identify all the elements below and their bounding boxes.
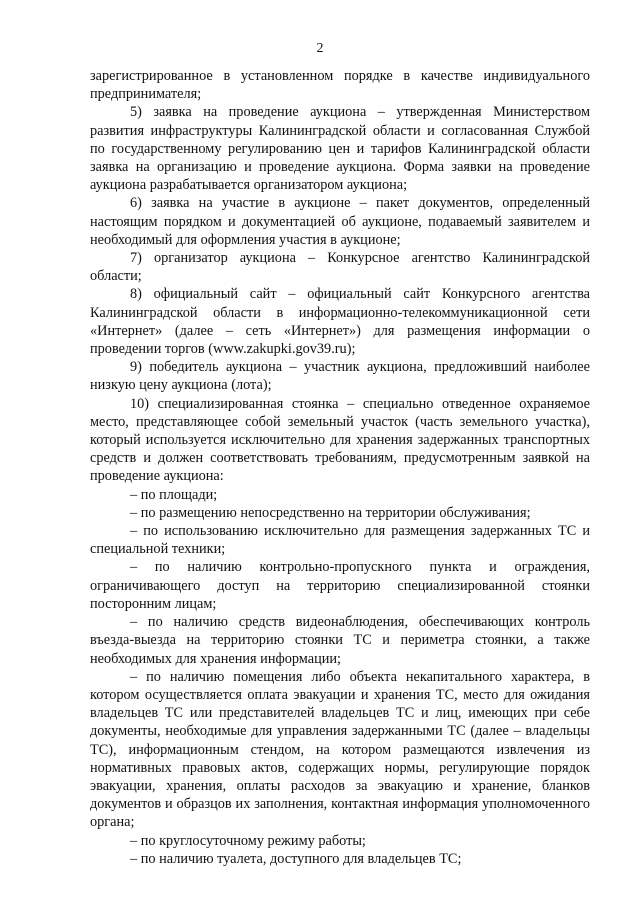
paragraph: 10) специализированная стоянка – специально отведенное охраняемое место, представляющее собой земельный участок (часть земельного участка), который используется исключительно для хранения задержанных транспортных средств и должен соответствовать требованиям, предусмотренным заявкой на проведение аукциона: xyxy=(90,395,590,485)
paragraph: зарегистрированное в установленном порядке в качестве индивидуального предпринимателя; xyxy=(90,68,590,103)
paragraph: 5) заявка на проведение аукциона – утвержденная Министерством развития инфраструктуры Калининградской области и согласованная Службой по государственному регулированию цен и тарифов Калининградской области заявка на организацию и проведение аукциона. Форма заявки на проведение аукциона разрабатывается организатором аукциона; xyxy=(90,104,590,194)
paragraph: – по наличию контрольно-пропускного пункта и ограждения, ограничивающего доступ на территорию специализированной стоянки посторонним лицам; xyxy=(90,559,590,612)
paragraph: – по наличию туалета, доступного для владельцев ТС; xyxy=(130,850,462,867)
paragraph: – по наличию помещения либо объекта некапитального характера, в котором осуществляется оплата эвакуации и хранения ТС, место для ожидания владельцев ТС или представителей владельцев ТС и лиц, имеющих при себе документы, необходимые для управления задержанными ТС (далее – владельцы ТС), информационным стендом, на котором размещаются извлечения из нормативных правовых актов, содержащих нормы, регулирующие порядок эвакуации, хранения, оплаты расходов за эвакуацию и хранение, бланков документов и образцов их заполнения, контактная информация уполномоченного органа; xyxy=(90,668,590,831)
paragraph: 8) официальный сайт – официальный сайт Конкурсного агентства Калининградской области в информационно-телекоммуникационной сети «Интернет» (далее – сеть «Интернет») для размещения информации о проведении торгов (www.zakupki.gov39.ru); xyxy=(90,286,590,358)
page-number: 2 xyxy=(316,41,324,56)
document-body xyxy=(90,67,590,868)
paragraph: – по площади; xyxy=(130,486,218,503)
paragraph: – по размещению непосредственно на территории обслуживания; xyxy=(130,504,531,521)
paragraph: 6) заявка на участие в аукционе – пакет документов, определенный настоящим порядком и документацией об аукционе, подаваемый заявителем и необходимый для оформления участия в аукционе; xyxy=(90,195,590,248)
paragraph: – по круглосуточному режиму работы; xyxy=(130,832,366,849)
paragraph: – по наличию средств видеонаблюдения, обеспечивающих контроль въезда-выезда на территорию стоянки ТС и периметра стоянки, а также необходимых для хранения информации; xyxy=(90,614,590,667)
paragraph: 7) организатор аукциона – Конкурсное агентство Калининградской области; xyxy=(90,250,590,285)
paragraph: 9) победитель аукциона – участник аукциона, предложивший наиболее низкую цену аукциона (лота); xyxy=(90,359,590,394)
paragraph: – по использованию исключительно для размещения задержанных ТС и специальной техники; xyxy=(90,523,590,558)
